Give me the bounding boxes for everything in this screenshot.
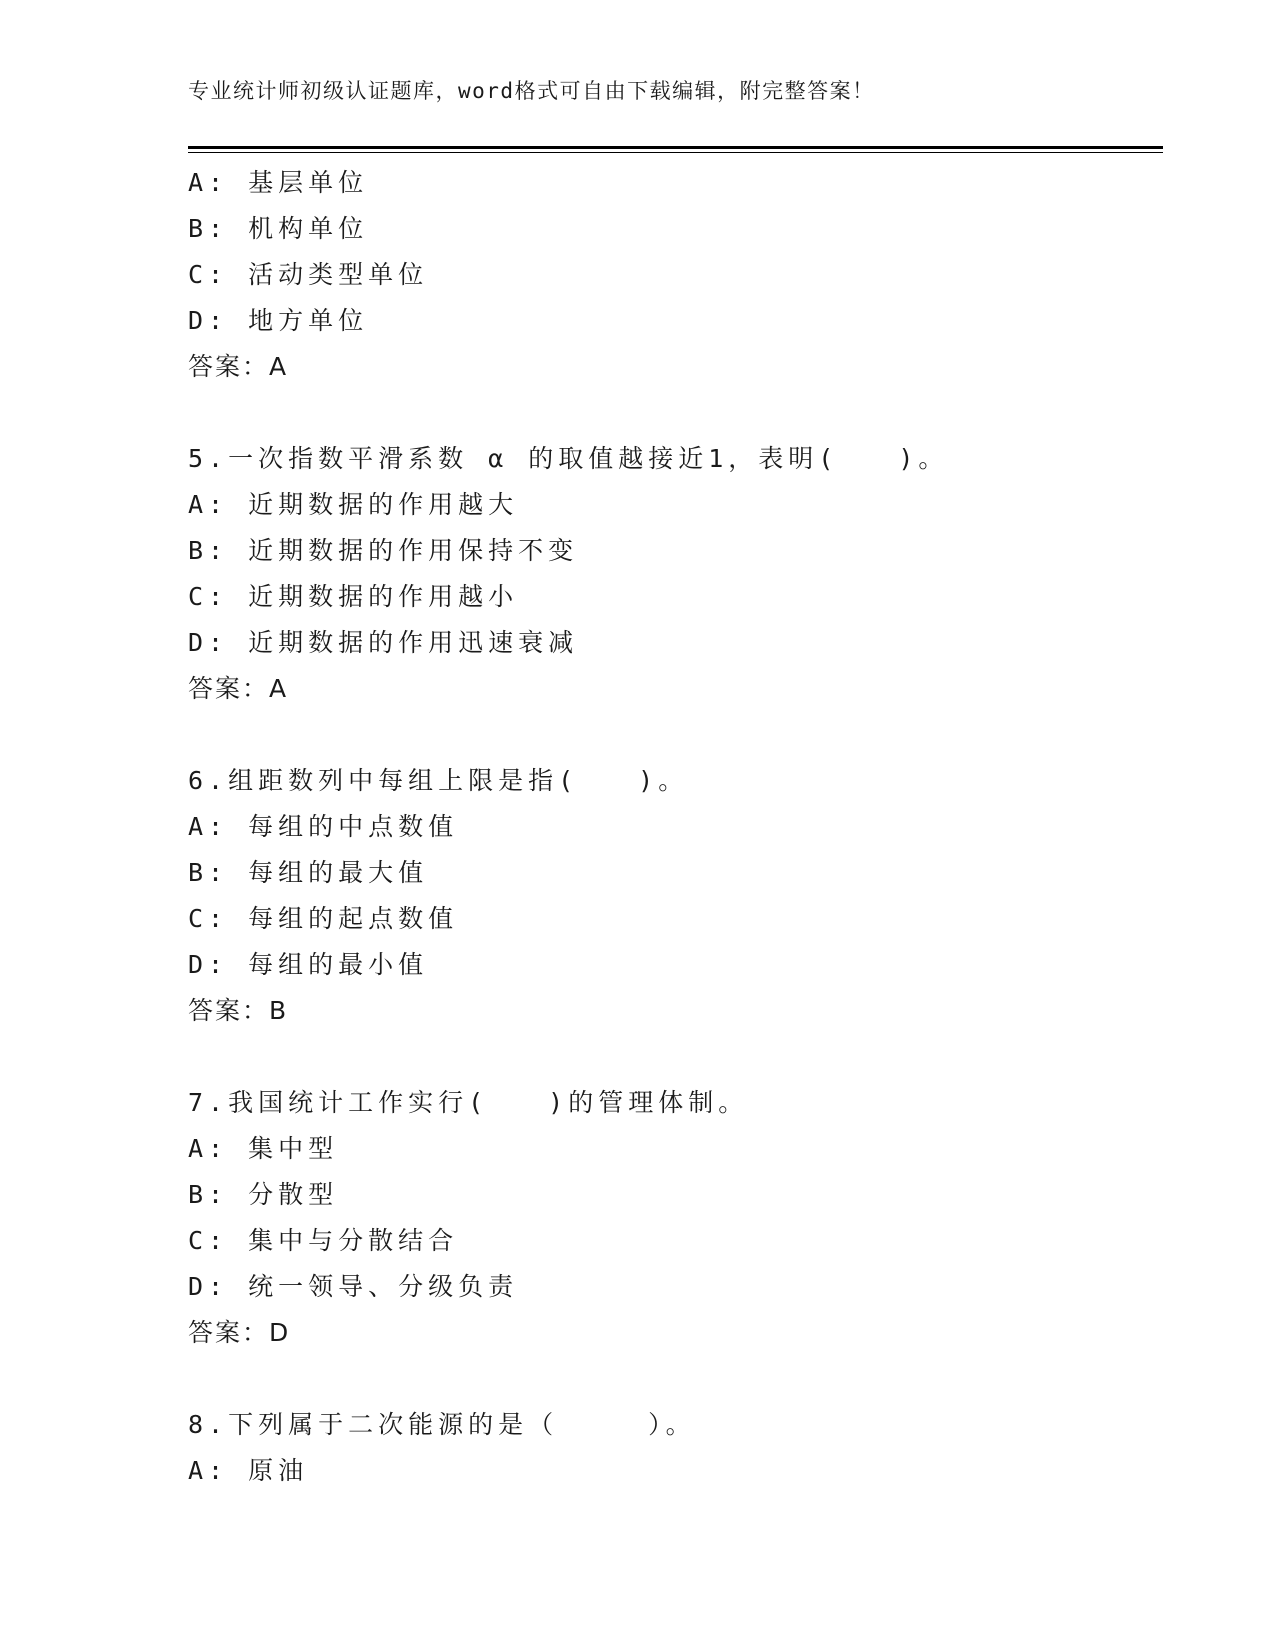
- spacer: [188, 1356, 1163, 1402]
- option-a: A: 近期数据的作用越大: [188, 490, 519, 519]
- option-c: C: 活动类型单位: [188, 260, 429, 289]
- option-b: B: 近期数据的作用保持不变: [188, 536, 579, 565]
- spacer: [188, 712, 1163, 758]
- answer-line: 答案：B: [188, 996, 289, 1025]
- option-c: C: 近期数据的作用越小: [188, 582, 519, 611]
- header-rule-thin: [188, 152, 1163, 153]
- question-8: [188, 1402, 1163, 1494]
- header-rule-thick: [188, 146, 1163, 149]
- question-stem: 6.组距数列中每组上限是指( )。: [188, 766, 689, 795]
- option-b: B: 每组的最大值: [188, 858, 429, 887]
- option-b: B: 分散型: [188, 1180, 339, 1209]
- question-stem: 7.我国统计工作实行( )的管理体制。: [188, 1088, 749, 1117]
- option-d: D: 每组的最小值: [188, 950, 429, 979]
- question-6: [188, 758, 1163, 1034]
- answer-line: 答案：D: [188, 1318, 291, 1347]
- option-a: A: 集中型: [188, 1134, 339, 1163]
- question-stem: 5.一次指数平滑系数 α 的取值越接近1，表明( )。: [188, 444, 949, 473]
- spacer: [188, 1034, 1163, 1080]
- option-c: C: 集中与分散结合: [188, 1226, 459, 1255]
- question-4-continued: [188, 160, 1163, 390]
- question-7: [188, 1080, 1163, 1356]
- option-d: D: 地方单位: [188, 306, 369, 335]
- option-c: C: 每组的起点数值: [188, 904, 459, 933]
- question-stem: 8.下列属于二次能源的是（ ）。: [188, 1410, 696, 1439]
- option-d: D: 统一领导、分级负责: [188, 1272, 519, 1301]
- option-a: A: 原油: [188, 1456, 309, 1485]
- option-a: A: 基层单位: [188, 168, 369, 197]
- page-header: 专业统计师初级认证题库，word格式可自由下载编辑，附完整答案！: [188, 79, 875, 103]
- option-d: D: 近期数据的作用迅速衰减: [188, 628, 579, 657]
- answer-line: 答案：A: [188, 674, 289, 703]
- question-5: [188, 436, 1163, 712]
- question-list: [188, 160, 1163, 1494]
- answer-line: 答案：A: [188, 352, 289, 381]
- option-a: A: 每组的中点数值: [188, 812, 459, 841]
- option-b: B: 机构单位: [188, 214, 369, 243]
- spacer: [188, 390, 1163, 436]
